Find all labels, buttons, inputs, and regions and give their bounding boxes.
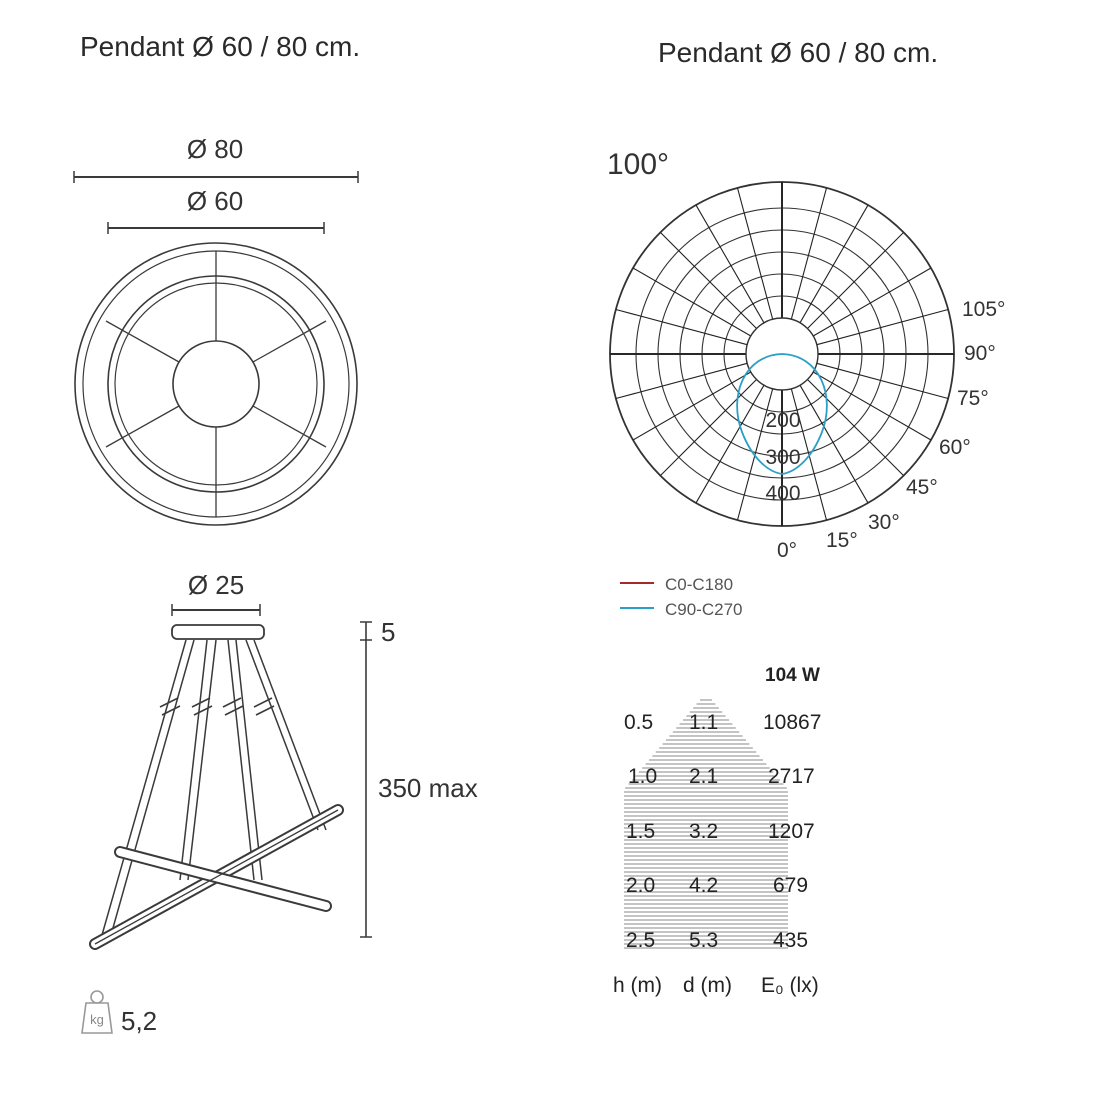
column-header-distance: d (m): [683, 974, 732, 997]
ceiling-canopy: [172, 625, 264, 639]
row-distance: 2.1: [689, 765, 719, 788]
illuminance-table: [613, 665, 821, 997]
spokes: [106, 251, 326, 517]
row-distance: 1.1: [689, 711, 719, 734]
ring-value-200: 200: [765, 409, 801, 432]
row-distance: 3.2: [689, 820, 719, 843]
polar-radial-line: [800, 205, 868, 323]
polar-radial-line: [800, 385, 868, 503]
row-illuminance: 679: [773, 874, 809, 897]
weight-icon-label: kg: [90, 1012, 104, 1027]
polar-radial-line: [813, 268, 931, 336]
polar-radial-line: [807, 379, 903, 475]
polar-radial-line: [660, 379, 756, 475]
outer-diameter-label: Ø 80: [186, 134, 244, 164]
title-right: Pendant Ø 60 / 80 cm.: [658, 37, 939, 68]
column-header-illuminance: E₀ (lx): [761, 974, 819, 997]
row-height: 2.0: [626, 874, 656, 897]
ring-value-300: 300: [765, 446, 801, 469]
polar-radial-line: [633, 372, 751, 440]
row-illuminance: 2717: [768, 765, 815, 788]
table-row: [626, 874, 808, 897]
row-illuminance: 435: [773, 929, 809, 952]
polar-radial-line: [696, 385, 764, 503]
canopy-diameter-label: Ø 25: [187, 570, 245, 600]
weight-kg-icon: [82, 991, 112, 1033]
weight-value: 5,2: [121, 1006, 158, 1036]
angle-60: 60°: [939, 436, 971, 459]
row-height: 0.5: [624, 711, 654, 734]
legend-label-c90-c270: C90-C270: [665, 600, 743, 619]
column-header-height: h (m): [613, 974, 662, 997]
polar-radial-line: [633, 268, 751, 336]
ring-value-400: 400: [765, 482, 801, 505]
row-height: 2.5: [626, 929, 656, 952]
power-label: 104 W: [765, 665, 820, 686]
polar-radial-line: [660, 232, 756, 328]
suspension-cables: [102, 640, 326, 935]
angle-15: 15°: [826, 529, 858, 552]
canopy-circle: [173, 341, 259, 427]
angle-0: 0°: [777, 539, 798, 562]
top-view-drawing: [74, 134, 358, 525]
canopy-height-label: 5: [381, 617, 396, 647]
side-view-drawing: [95, 570, 478, 944]
inner-diameter-label: Ø 60: [186, 186, 244, 216]
polar-radial-line: [813, 372, 931, 440]
polar-angle-100: 100°: [607, 148, 670, 181]
angle-90: 90°: [964, 342, 996, 365]
row-illuminance: 1207: [768, 820, 815, 843]
row-illuminance: 10867: [763, 711, 822, 734]
max-drop-label: 350 max: [378, 773, 478, 803]
angle-45: 45°: [906, 476, 938, 499]
angle-30: 30°: [868, 511, 900, 534]
polar-radial-line: [696, 205, 764, 323]
legend-label-c0-c180: C0-C180: [665, 575, 734, 594]
angle-105: 105°: [962, 298, 1006, 321]
polar-diagram: [607, 148, 1005, 562]
weight-info: [82, 991, 157, 1036]
row-height: 1.5: [626, 820, 656, 843]
angle-75: 75°: [957, 387, 989, 410]
row-distance: 4.2: [689, 874, 719, 897]
table-row: [626, 929, 808, 952]
row-height: 1.0: [628, 765, 658, 788]
polar-legend: [620, 575, 743, 619]
table-row: [624, 711, 821, 734]
polar-radial-line: [807, 232, 903, 328]
row-distance: 5.3: [689, 929, 719, 952]
title-left: Pendant Ø 60 / 80 cm.: [80, 31, 361, 62]
